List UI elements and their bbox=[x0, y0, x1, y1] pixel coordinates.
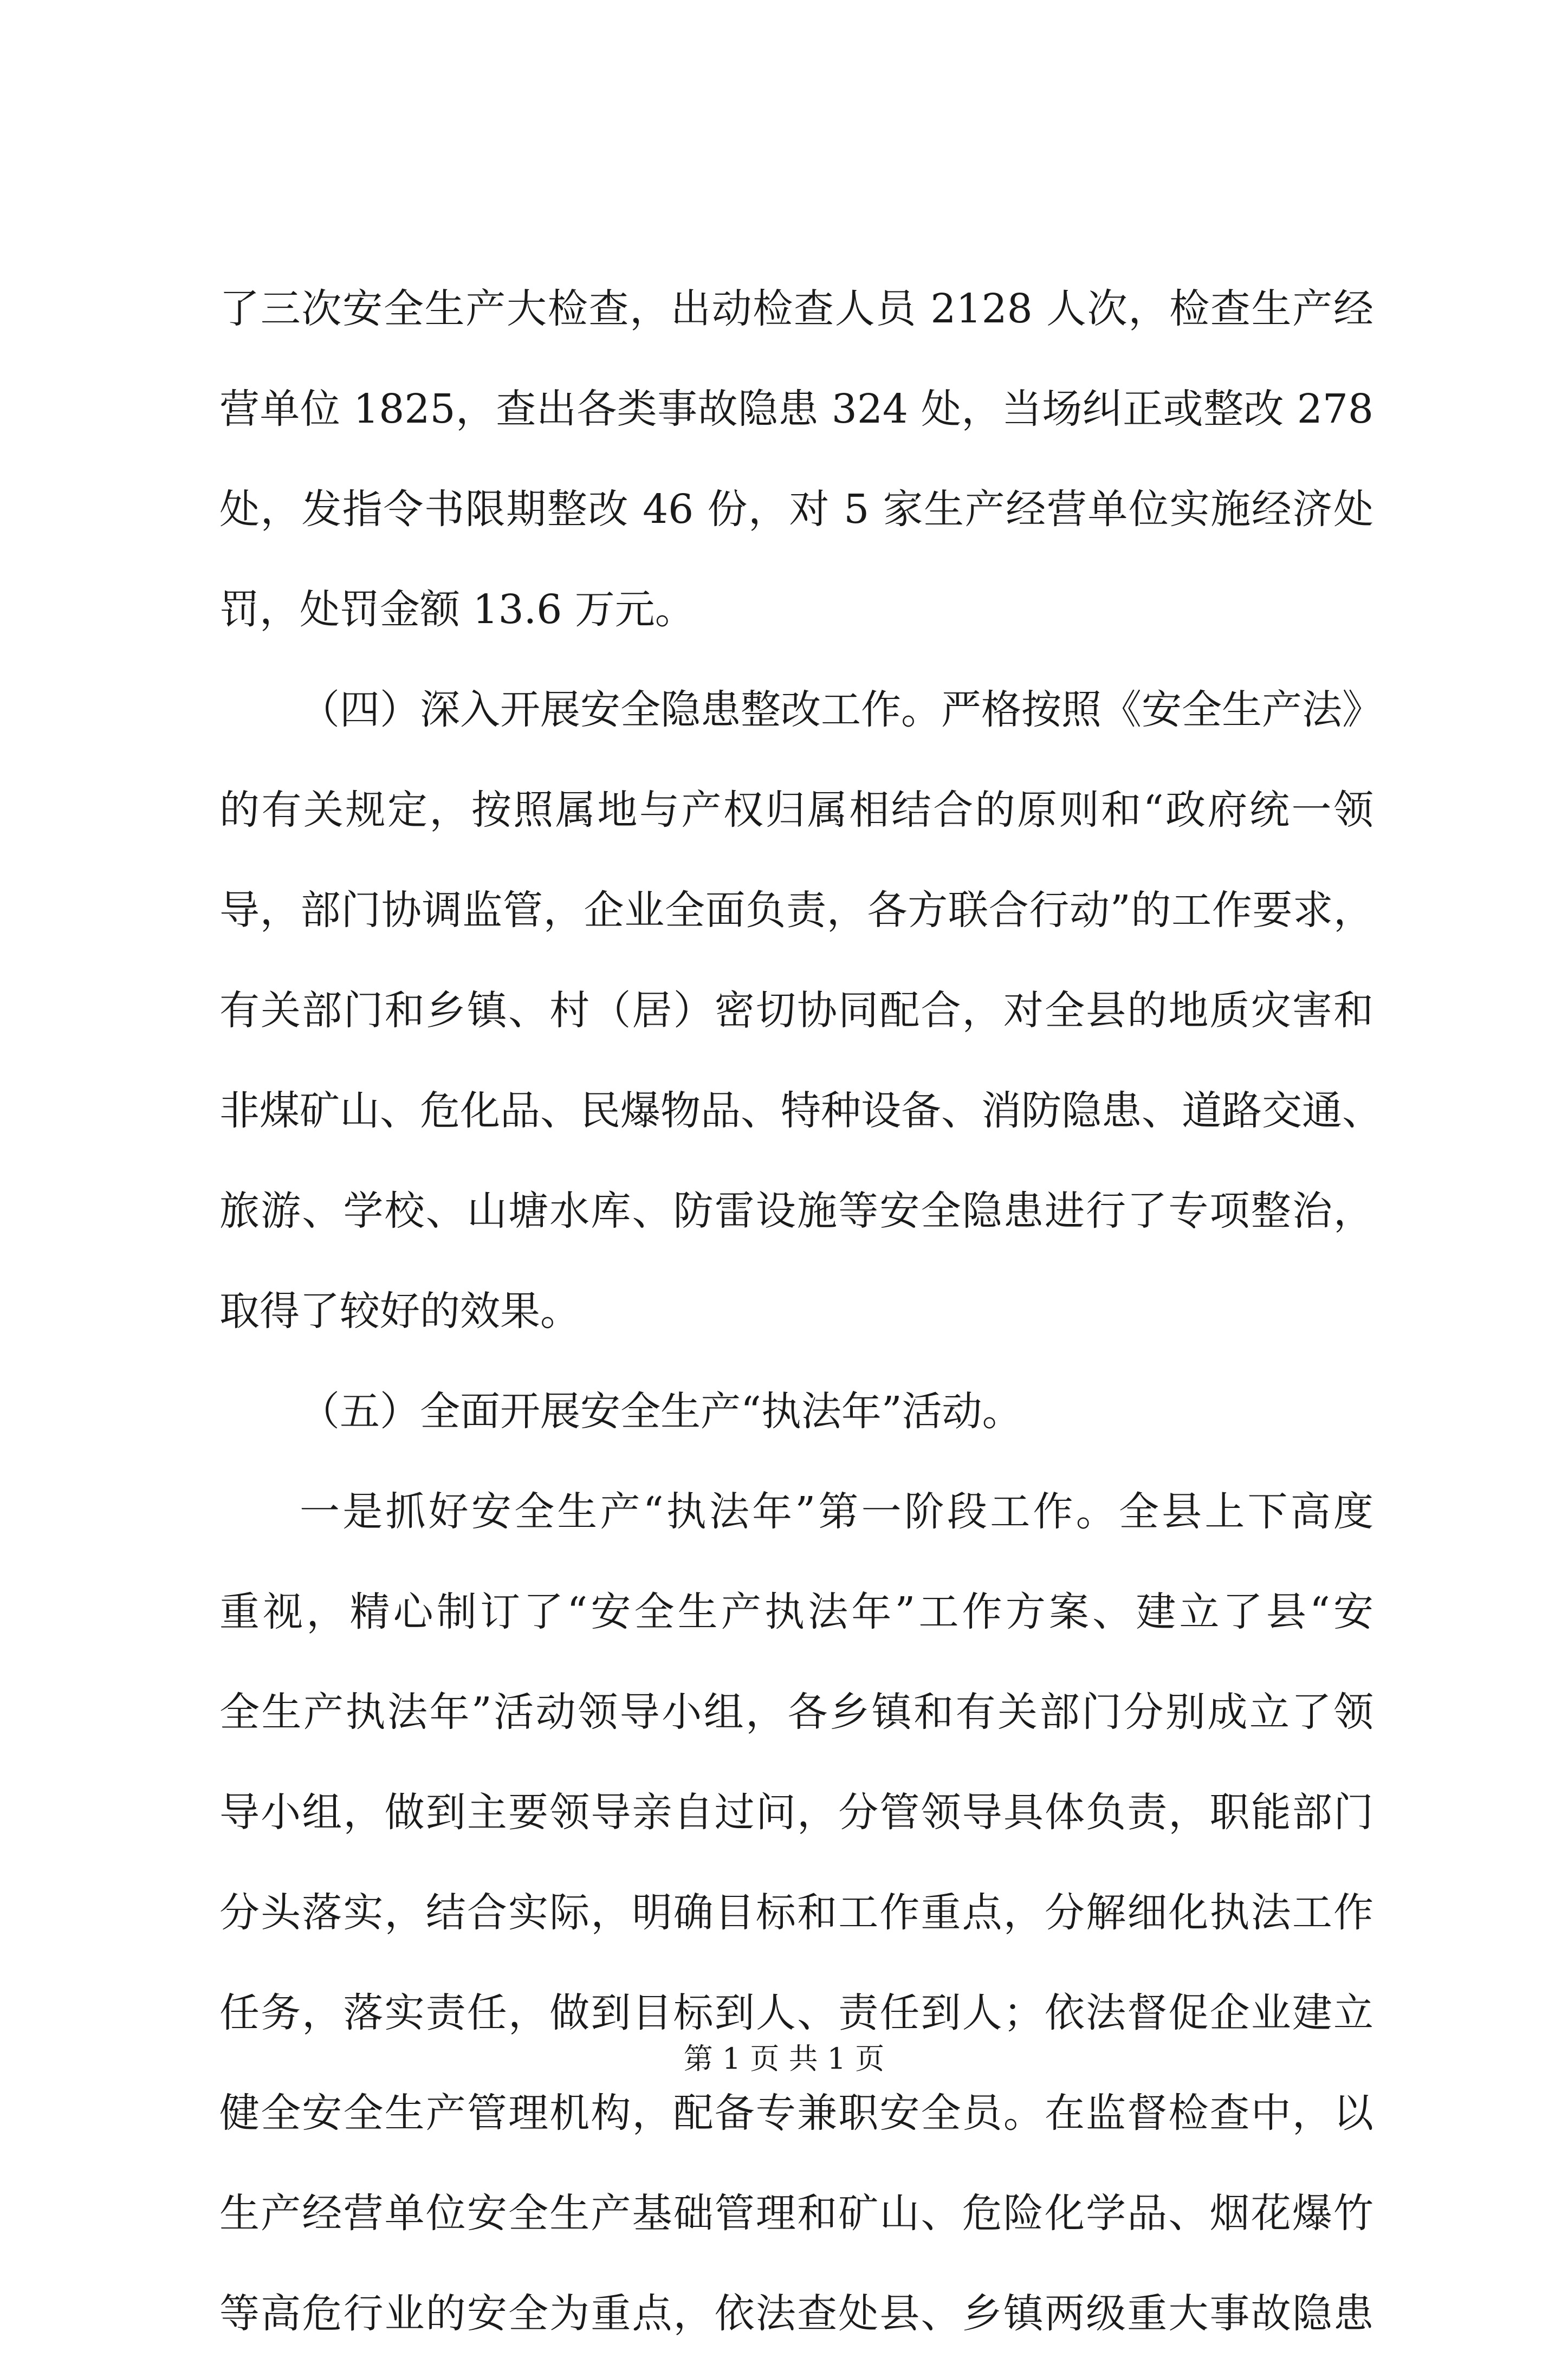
text-line: 罚，处罚金额 13.6 万元。 bbox=[219, 586, 695, 633]
text-line: 了三次安全生产大检查，出动检查人员 2128 人次，检查生产经 bbox=[219, 286, 1373, 332]
text-line: 全生产执法年”活动领导小组，各乡镇和有关部门分别成立了领 bbox=[219, 1689, 1373, 1735]
text-line: 生产经营单位安全生产基础管理和矿山、危险化学品、烟花爆竹 bbox=[219, 2190, 1373, 2237]
text-line: 等高危行业的安全为重点，依法查处县、乡镇两级重大事故隐患 bbox=[219, 2290, 1373, 2337]
text-line: 重视，精心制订了“安全生产执法年”工作方案、建立了县“安 bbox=[219, 1589, 1373, 1635]
text-line: 健全安全生产管理机构，配备专兼职安全员。在监督检查中，以 bbox=[219, 2090, 1373, 2136]
text-line: 旅游、学校、山塘水库、防雷设施等安全隐患进行了专项整治， bbox=[219, 1188, 1373, 1234]
text-line: 导，部门协调监管，企业全面负责，各方联合行动”的工作要求， bbox=[219, 887, 1373, 934]
text-line: 取得了较好的效果。 bbox=[219, 1288, 580, 1335]
text-line: 处，发指令书限期整改 46 份，对 5 家生产经营单位实施经济处 bbox=[219, 486, 1373, 533]
text-line: 一是抓好安全生产“执法年”第一阶段工作。全县上下高度 bbox=[300, 1488, 1373, 1535]
text-line: 的有关规定，按照属地与产权归属相结合的原则和“政府统一领 bbox=[219, 787, 1373, 833]
text-line: （五）全面开展安全生产“执法年”活动。 bbox=[300, 1388, 1022, 1435]
text-line: 营单位 1825，查出各类事故隐患 324 处，当场纠正或整改 278 bbox=[219, 386, 1373, 432]
text-line: 有关部门和乡镇、村（居）密切协同配合，对全县的地质灾害和 bbox=[219, 987, 1373, 1034]
text-line: 导小组，做到主要领导亲自过问，分管领导具体负责，职能部门 bbox=[219, 1789, 1373, 1836]
text-line: 分头落实，结合实际，明确目标和工作重点，分解细化执法工作 bbox=[219, 1889, 1373, 1936]
page-footer: 第 1 页 共 1 页 bbox=[683, 2042, 885, 2076]
text-line: （四）深入开展安全隐患整改工作。严格按照《安全生产法》 bbox=[300, 686, 1382, 733]
text-line: 任务，落实责任，做到目标到人、责任到人；依法督促企业建立 bbox=[219, 1990, 1373, 2036]
text-line: 非煤矿山、危化品、民爆物品、特种设备、消防隐患、道路交通、 bbox=[219, 1087, 1382, 1134]
